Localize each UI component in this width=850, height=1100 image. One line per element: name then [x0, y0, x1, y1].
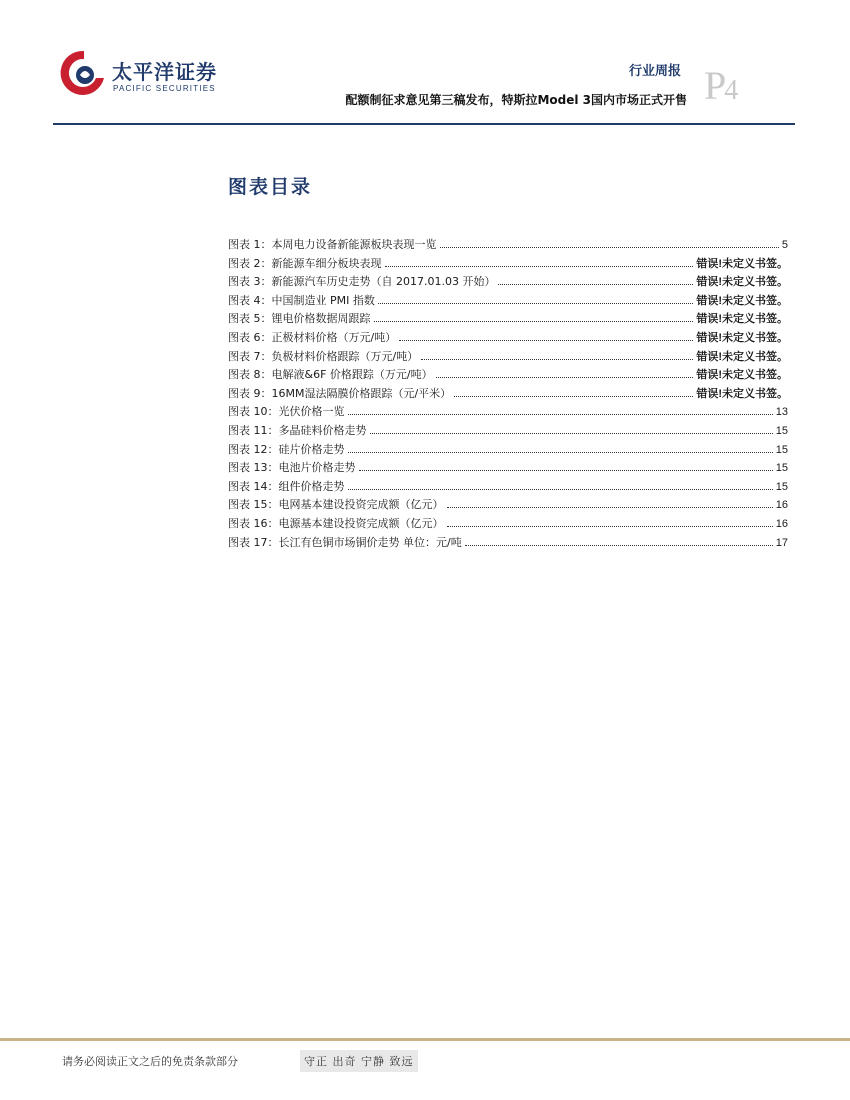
toc-dot-leader: [440, 247, 779, 248]
toc-entry-page: 15: [775, 480, 788, 493]
page-number: 4: [724, 75, 737, 106]
toc-entry-page: 错误!未定义书签。: [696, 276, 788, 289]
toc-dot-leader: [447, 526, 773, 527]
footer-divider: [0, 1038, 850, 1041]
toc-dot-leader: [454, 396, 693, 397]
toc-entry[interactable]: [228, 329, 788, 348]
toc-entry-label: 图表 1：本周电力设备新能源板块表现一览: [228, 238, 437, 251]
toc-dot-leader: [374, 321, 694, 322]
company-logo: [60, 48, 240, 108]
toc-entry-page: 13: [775, 406, 788, 419]
toc-entry-label: 图表 14：组件价格走势: [228, 479, 345, 493]
toc-entry[interactable]: [228, 366, 788, 385]
toc-entry[interactable]: [228, 515, 788, 534]
toc-entry-label: 图表 10：光伏价格一览: [228, 405, 345, 419]
toc-entry-page: 错误!未定义书签。: [696, 294, 788, 307]
toc-entry[interactable]: [228, 348, 788, 367]
toc-entry-page: 15: [775, 462, 788, 475]
toc-dot-leader: [348, 414, 773, 415]
toc-entry-label: 图表 7：负极材料价格跟踪（万元/吨）: [228, 349, 419, 363]
toc-entry-page: 15: [775, 424, 788, 437]
toc-dot-leader: [385, 266, 694, 267]
report-type: 行业周报: [629, 64, 682, 79]
toc-entry-page: 错误!未定义书签。: [696, 257, 788, 270]
toc-entry[interactable]: [228, 441, 788, 460]
report-headline: 配额制征求意见第三稿发布，特斯拉Model 3国内市场正式开售: [345, 93, 687, 107]
toc-entry-label: 图表 8：电解液&6F 价格跟踪（万元/吨）: [228, 368, 433, 382]
toc-entry-label: 图表 3：新能源汽车历史走势（自 2017.01.03 开始）: [228, 275, 496, 289]
toc-dot-leader: [348, 452, 773, 453]
toc-entry[interactable]: [228, 310, 788, 329]
toc-entry[interactable]: [228, 385, 788, 404]
toc-entry-label: 图表 16：电源基本建设投资完成额（亿元）: [228, 516, 444, 530]
toc-entry-label: 图表 12：硅片价格走势: [228, 442, 345, 456]
toc-entry-label: 图表 9：16MM湿法隔膜价格跟踪（元/平米）: [228, 386, 452, 400]
toc-entry-label: 图表 4：中国制造业 PMI 指数: [228, 293, 375, 307]
header-divider: [53, 123, 795, 125]
footer-disclaimer: 请务必阅读正文之后的免责条款部分: [62, 1055, 238, 1068]
toc-entry[interactable]: [228, 534, 788, 553]
toc-entry[interactable]: [228, 422, 788, 441]
toc-dot-leader: [348, 489, 773, 490]
toc-list: [228, 236, 788, 552]
toc-entry-page: 错误!未定义书签。: [696, 313, 788, 326]
toc-dot-leader: [359, 470, 773, 471]
toc-entry-label: 图表 15：电网基本建设投资完成额（亿元）: [228, 498, 444, 512]
toc-entry-label: 图表 5：锂电价格数据周跟踪: [228, 312, 371, 326]
toc-dot-leader: [498, 284, 693, 285]
toc-entry-page: 16: [775, 499, 788, 512]
toc-dot-leader: [447, 507, 773, 508]
toc-entry-page: 16: [775, 517, 788, 530]
toc-entry[interactable]: [228, 236, 788, 255]
footer-motto: 守正 出奇 宁静 致远: [300, 1050, 418, 1072]
toc-entry[interactable]: [228, 403, 788, 422]
toc-dot-leader: [465, 545, 773, 546]
toc-entry[interactable]: [228, 292, 788, 311]
toc-entry-label: 图表 11：多晶硅料价格走势: [228, 423, 367, 437]
logo-chinese-name: 太平洋证券: [112, 60, 217, 84]
toc-entry[interactable]: [228, 496, 788, 515]
logo-english-name: PACIFIC SECURITIES: [113, 84, 216, 93]
toc-title: 图表目录: [228, 176, 313, 198]
toc-entry[interactable]: [228, 459, 788, 478]
page-number-marker: [704, 63, 737, 108]
toc-entry-label: 图表 13：电池片价格走势: [228, 461, 356, 475]
page-letter: P: [704, 63, 725, 108]
toc-dot-leader: [399, 340, 693, 341]
toc-entry-page: 5: [781, 239, 788, 251]
toc-entry-page: 15: [775, 443, 788, 456]
pacific-securities-logo-icon: [60, 48, 108, 98]
toc-entry-page: 错误!未定义书签。: [696, 331, 788, 344]
toc-dot-leader: [421, 359, 693, 360]
toc-dot-leader: [436, 377, 694, 378]
toc-entry-label: 图表 6：正极材料价格（万元/吨）: [228, 330, 397, 344]
toc-entry[interactable]: [228, 273, 788, 292]
toc-entry-page: 17: [775, 536, 788, 549]
toc-dot-leader: [378, 303, 693, 304]
toc-entry-page: 错误!未定义书签。: [696, 350, 788, 363]
toc-entry-label: 图表 17：长江有色铜市场铜价走势 单位：元/吨: [228, 535, 462, 549]
toc-entry[interactable]: [228, 255, 788, 274]
toc-entry-page: 错误!未定义书签。: [696, 369, 788, 382]
toc-entry-page: 错误!未定义书签。: [696, 387, 788, 400]
toc-entry-label: 图表 2：新能源车细分板块表现: [228, 256, 382, 270]
toc-entry[interactable]: [228, 478, 788, 497]
toc-dot-leader: [370, 433, 773, 434]
